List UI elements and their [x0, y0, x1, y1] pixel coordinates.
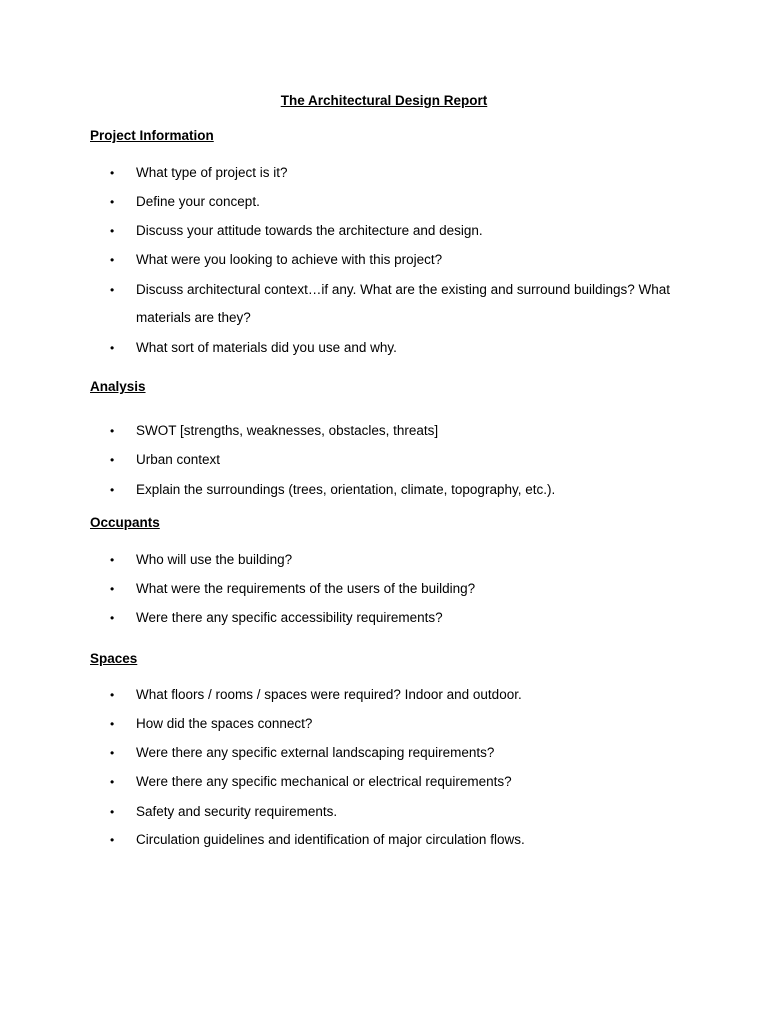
bullet-icon: •	[110, 341, 115, 355]
list-item-text: Urban context	[136, 452, 221, 467]
list-item-text: Were there any specific accessibility requirements?	[136, 610, 443, 625]
bullet-icon: •	[110, 483, 115, 497]
list-item-text: How did the spaces connect?	[136, 716, 313, 731]
bullet-icon: •	[110, 224, 115, 238]
list-item-text: SWOT [strengths, weaknesses, obstacles, threats]	[136, 423, 439, 438]
bullet-icon: •	[110, 805, 115, 819]
list-item-text: Safety and security requirements.	[136, 804, 338, 819]
bullet-icon: •	[110, 195, 115, 209]
bullet-icon: •	[110, 283, 115, 297]
bullet-icon: •	[110, 166, 115, 180]
list-item-text: Who will use the building?	[136, 552, 293, 567]
bullet-icon: •	[110, 553, 115, 567]
list-item-text: Discuss your attitude towards the architecture and design.	[136, 223, 483, 238]
list-item-text: Circulation guidelines and identification of major circulation flows.	[136, 832, 525, 847]
section-heading-analysis: Analysis	[90, 379, 146, 394]
list-item-text: Discuss architectural context…if any. What are the existing and surround buildings? What materials are they?	[136, 282, 671, 325]
section-heading-project-information: Project Information	[90, 128, 214, 143]
list-item-text: Define your concept.	[136, 194, 260, 209]
bullet-icon: •	[110, 688, 115, 702]
bullet-icon: •	[110, 717, 115, 731]
bullet-icon: •	[110, 424, 115, 438]
bullet-icon: •	[110, 453, 115, 467]
bullet-icon: •	[110, 775, 115, 789]
section-heading-spaces: Spaces	[90, 651, 138, 666]
list-item-text: Explain the surroundings (trees, orientation, climate, topography, etc.).	[136, 482, 556, 497]
document-title: The Architectural Design Report	[280, 93, 488, 108]
list-item-text: What type of project is it?	[136, 165, 288, 180]
list-item-text: What sort of materials did you use and why.	[136, 340, 397, 355]
list-item-text: Were there any specific mechanical or electrical requirements?	[136, 774, 512, 789]
list-item-text: What were the requirements of the users of the building?	[136, 581, 476, 596]
bullet-icon: •	[110, 746, 115, 760]
list-item-text: What floors / rooms / spaces were required? Indoor and outdoor.	[136, 687, 522, 702]
bullet-icon: •	[110, 253, 115, 267]
bullet-icon: •	[110, 833, 115, 847]
bullet-icon: •	[110, 582, 115, 596]
bullet-icon: •	[110, 611, 115, 625]
section-heading-occupants: Occupants	[90, 515, 160, 530]
list-item-text: What were you looking to achieve with this project?	[136, 252, 443, 267]
list-item-text: Were there any specific external landscaping requirements?	[136, 745, 495, 760]
